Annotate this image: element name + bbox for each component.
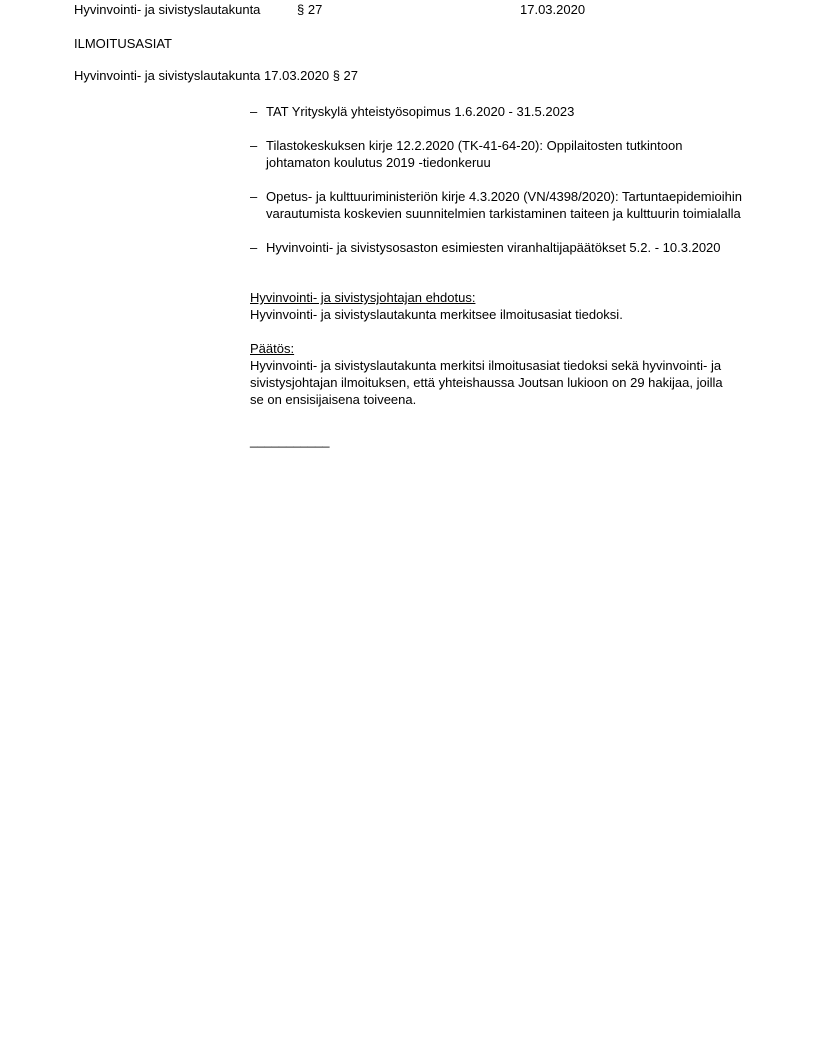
document-subtitle: Hyvinvointi- ja sivistyslautakunta 17.03.2020 § 27 xyxy=(74,68,358,83)
proposal-heading: Hyvinvointi- ja sivistysjohtajan ehdotus: xyxy=(250,290,476,305)
bullet-item xyxy=(250,137,750,171)
header-section-number: § 27 xyxy=(297,2,323,17)
bullet-item xyxy=(250,103,750,120)
bullet-dash: – xyxy=(250,138,258,153)
decision-body: Hyvinvointi- ja sivistyslautakunta merkitsi ilmoitusasiat tiedoksi sekä hyvinvointi- ja sivistysjohtajan ilmoituksen, että yhteishaussa Joutsan lukioon on 29 hakijaa, joilla se on ensisijaisena toiveena. xyxy=(250,358,723,407)
bullet-item xyxy=(250,239,750,256)
bullet-dash: – xyxy=(250,104,258,119)
bullet-dash: – xyxy=(250,240,258,255)
header-date: 17.03.2020 xyxy=(520,2,586,17)
bullet-text: Tilastokeskuksen kirje 12.2.2020 (TK-41-64-20): Oppilaitosten tutkintoon johtamaton koulutus 2019 -tiedonkeruu xyxy=(266,138,683,170)
document-title: ILMOITUSASIAT xyxy=(74,36,172,51)
decision-heading: Päätös: xyxy=(250,341,295,356)
page-header xyxy=(74,1,744,18)
bullet-text: Hyvinvointi- ja sivistysosaston esimiesten viranhaltijapäätökset 5.2. - 10.3.2020 xyxy=(266,240,721,255)
signature-line: ___________ xyxy=(250,433,330,448)
content-column xyxy=(250,103,750,449)
bullet-text: Opetus- ja kulttuuriministeriön kirje 4.3.2020 (VN/4398/2020): Tartuntaepidemioihin varautumista koskevien suunnitelmien tarkistaminen taiteen ja kulttuurin toimialalla xyxy=(266,189,742,221)
proposal-body: Hyvinvointi- ja sivistyslautakunta merkitsee ilmoitusasiat tiedoksi. xyxy=(250,307,623,322)
bullet-item xyxy=(250,188,750,222)
bullet-text: TAT Yrityskylä yhteistyösopimus 1.6.2020 - 31.5.2023 xyxy=(266,104,575,119)
bullet-dash: – xyxy=(250,189,258,204)
header-committee: Hyvinvointi- ja sivistyslautakunta xyxy=(74,2,261,17)
